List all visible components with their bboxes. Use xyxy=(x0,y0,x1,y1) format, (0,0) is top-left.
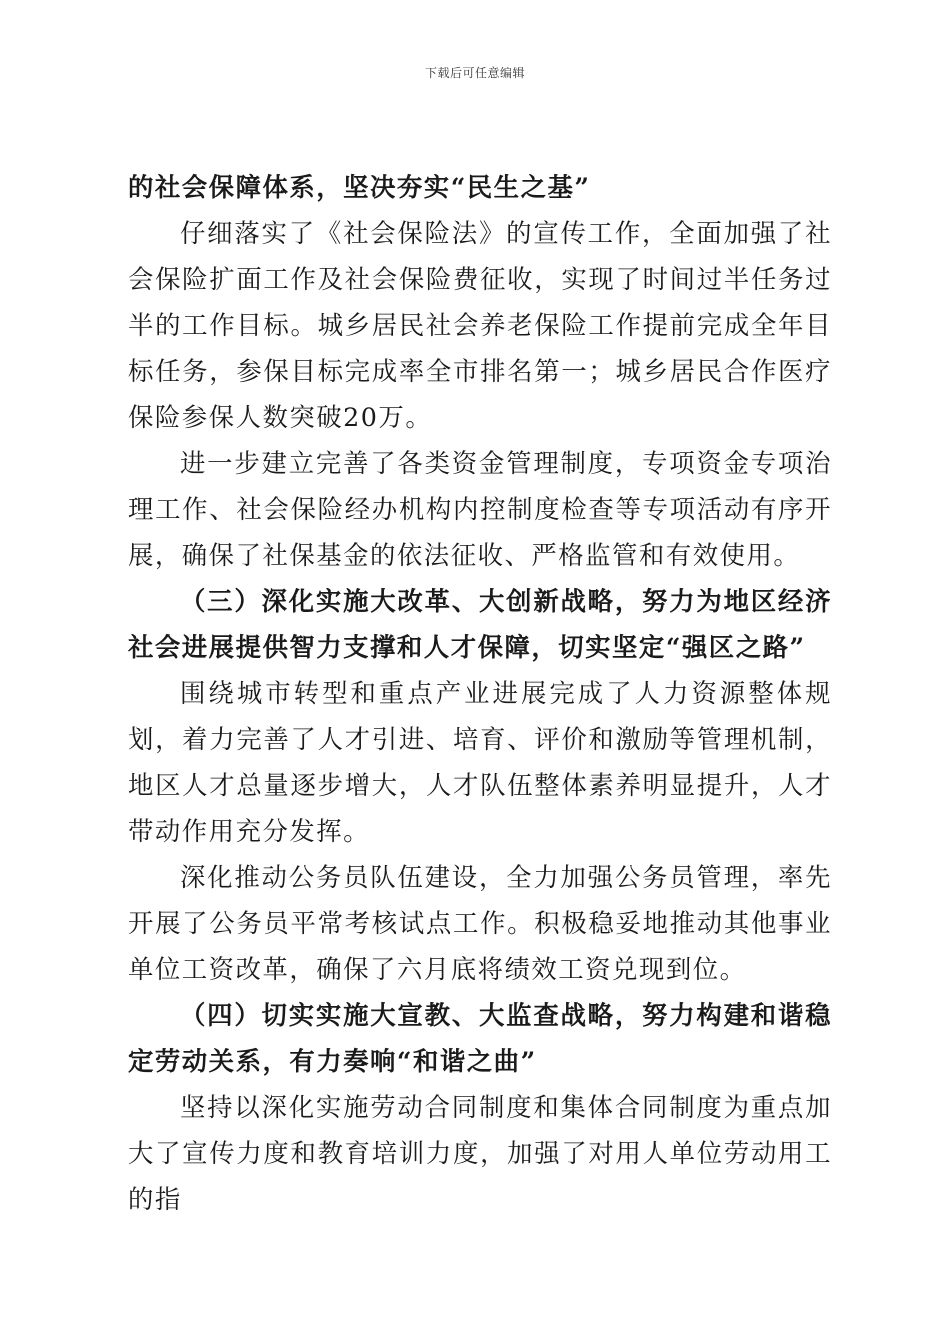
paragraph-social-insurance-law: 仔细落实了《社会保险法》的宣传工作，全面加强了社会保险扩面工作及社会保险费征收，实现了时间过半任务过半的工作目标。城乡居民社会养老保险工作提前完成全年目标任务，参保目标完成率全市排名第一；城乡居民合作医疗保险参保人数突破20万。 xyxy=(128,218,832,432)
paragraph-fund-management: 进一步建立完善了各类资金管理制度，专项资金专项治理工作、社会保险经办机构内控制度检查等专项活动有序开展，确保了社保基金的依法征收、严格监管和有效使用。 xyxy=(128,448,832,570)
paragraph-civil-servants: 深化推动公务员队伍建设，全力加强公务员管理，率先开展了公务员平常考核试点工作。积极稳妥地推动其他事业单位工资改革，确保了六月底将绩效工资兑现到位。 xyxy=(128,862,832,984)
paragraph-labor-contracts: 坚持以深化实施劳动合同制度和集体合同制度为重点加大了宣传力度和教育培训力度，加强了对用人单位劳动用工的指 xyxy=(128,1092,832,1214)
page-header-note: 下载后可任意编辑 xyxy=(424,66,525,80)
document-body xyxy=(128,164,832,1222)
section-heading-4: （四）切实实施大宣教、大监查战略，努力构建和谐稳定劳动关系，有力奏响“和谐之曲” xyxy=(128,1000,832,1076)
heading-continuation: 的社会保障体系，坚决夯实“民生之基” xyxy=(128,172,591,202)
section-heading-3: （三）深化实施大改革、大创新战略，努力为地区经济社会进展提供智力支撑和人才保障，切实坚定“强区之路” xyxy=(128,586,832,662)
paragraph-talent-planning: 围绕城市转型和重点产业进展完成了人力资源整体规划，着力完善了人才引进、培育、评价和激励等管理机制，地区人才总量逐步增大，人才队伍整体素养明显提升，人才带动作用充分发挥。 xyxy=(128,678,832,846)
